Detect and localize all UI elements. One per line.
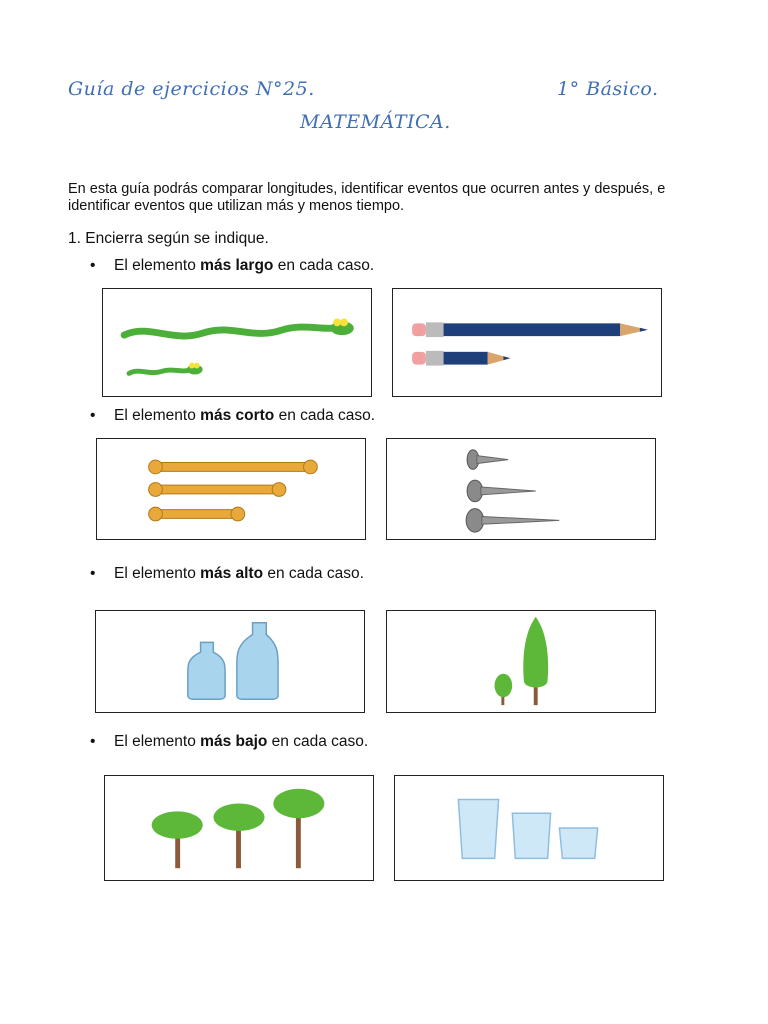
tree-medium bbox=[213, 803, 264, 868]
glasses-box[interactable] bbox=[394, 775, 664, 881]
tree-tall bbox=[273, 789, 324, 868]
instruction-keyword: más alto bbox=[200, 565, 264, 582]
worksheet-title: Guía de ejercicios N°25. bbox=[68, 78, 315, 100]
instruction-longest bbox=[90, 257, 374, 275]
tall-tree bbox=[523, 617, 548, 705]
pencils-box[interactable] bbox=[392, 288, 662, 397]
tall-glass bbox=[458, 800, 498, 859]
medium-rope bbox=[149, 483, 286, 497]
subject-label: MATEMÁTICA. bbox=[300, 111, 451, 133]
instruction-shortest-height bbox=[90, 733, 368, 751]
long-pencil bbox=[412, 322, 648, 337]
instruction-text: en cada caso. bbox=[273, 257, 375, 274]
long-rope bbox=[149, 460, 318, 474]
question-1-title: 1. Encierra según se indique. bbox=[68, 230, 269, 247]
snakes-illustration bbox=[103, 289, 371, 396]
intro-text: En esta guía podrás comparar longitudes, identificar eventos que ocurren antes y después, e identificar eventos que utilizan más y menos tiempo. bbox=[68, 181, 666, 214]
short-snake bbox=[129, 369, 191, 373]
tall-bottle bbox=[237, 623, 278, 699]
ropes-box[interactable] bbox=[96, 438, 366, 540]
instruction-text: en cada caso. bbox=[267, 733, 369, 750]
bullet-dot: • bbox=[90, 733, 96, 750]
trees-short-illustration bbox=[105, 776, 373, 880]
bullet-dot: • bbox=[90, 407, 96, 424]
instruction-text: El elemento bbox=[114, 257, 201, 274]
trees-box-short[interactable] bbox=[104, 775, 374, 881]
instruction-text: en cada caso. bbox=[274, 407, 376, 424]
short-glass bbox=[559, 828, 597, 858]
short-rope bbox=[149, 507, 245, 521]
instruction-tallest bbox=[90, 565, 364, 583]
instruction-text: El elemento bbox=[114, 565, 201, 582]
bullet-dot: • bbox=[90, 257, 96, 274]
long-screw bbox=[466, 509, 559, 533]
bullet-dot: • bbox=[90, 565, 96, 582]
bottles-box[interactable] bbox=[95, 610, 365, 713]
instruction-text: El elemento bbox=[114, 733, 201, 750]
instruction-keyword: más bajo bbox=[200, 733, 268, 750]
ropes-illustration bbox=[97, 439, 365, 539]
instruction-text: El elemento bbox=[114, 407, 201, 424]
short-pencil bbox=[412, 351, 510, 366]
trees-box-tall[interactable] bbox=[386, 610, 656, 713]
medium-screw bbox=[467, 480, 536, 502]
grade-label: 1° Básico. bbox=[557, 78, 659, 100]
long-snake bbox=[124, 326, 340, 336]
short-screw bbox=[467, 450, 508, 470]
screws-box[interactable] bbox=[386, 438, 656, 540]
trees-tall-illustration bbox=[387, 611, 655, 712]
short-bottle bbox=[188, 642, 225, 699]
bottles-illustration bbox=[96, 611, 364, 712]
glasses-illustration bbox=[395, 776, 663, 880]
instruction-keyword: más largo bbox=[200, 257, 274, 274]
pencils-illustration bbox=[393, 289, 661, 396]
instruction-text: en cada caso. bbox=[263, 565, 364, 582]
screws-illustration bbox=[387, 439, 655, 539]
instruction-keyword: más corto bbox=[200, 407, 275, 424]
instruction-shortest bbox=[90, 407, 375, 425]
snakes-box[interactable] bbox=[102, 288, 372, 397]
medium-glass bbox=[512, 813, 550, 858]
tree-short bbox=[152, 811, 203, 868]
small-tree bbox=[495, 674, 513, 705]
